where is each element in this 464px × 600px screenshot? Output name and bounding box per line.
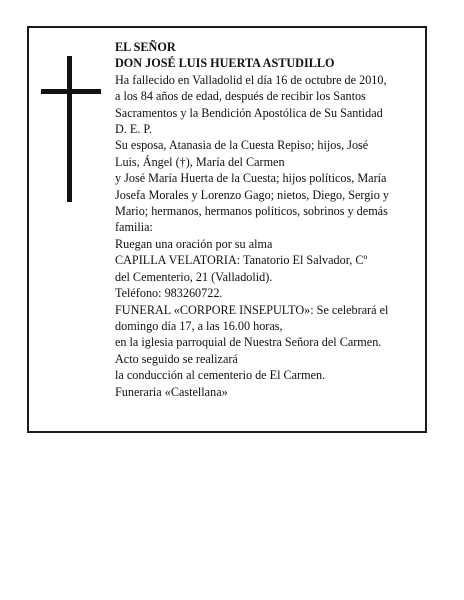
notice-line: Ha fallecido en Valladolid el día 16 de octubre de 2010, (115, 72, 387, 87)
notice-line: Luis, Ángel (†), María del Carmen (115, 154, 285, 169)
notice-line: Mario; hermanos, hermanos políticos, sobrinos y demás (115, 204, 388, 219)
notice-line: Ruegan una oración por su alma (115, 236, 273, 251)
notice-text (115, 39, 425, 400)
obituary-notice (27, 26, 427, 433)
notice-line: Josefa Morales y Lorenzo Gago; nietos, Diego, Sergio y (115, 187, 389, 202)
notice-heading-title: EL SEÑOR (115, 40, 176, 54)
cross-horizontal-bar (41, 89, 101, 94)
notice-line: en la iglesia parroquial de Nuestra Señora del Carmen. (115, 335, 382, 350)
notice-line: domingo día 17, a las 16.00 horas, (115, 318, 283, 333)
notice-line: Teléfono: 983260722. (115, 286, 223, 301)
notice-line: familia: (115, 220, 153, 235)
notice-line: Su esposa, Atanasia de la Cuesta Repiso; hijos, José (115, 138, 369, 153)
cross-icon (41, 56, 101, 202)
notice-line: y José María Huerta de la Cuesta; hijos políticos, María (115, 171, 387, 186)
notice-line: del Cementerio, 21 (Valladolid). (115, 269, 273, 284)
notice-line: la conducción al cementerio de El Carmen. (115, 368, 326, 383)
notice-line: Acto seguido se realizará (115, 351, 238, 366)
notice-line: FUNERAL «CORPORE INSEPULTO»: Se celebrará el (115, 302, 389, 317)
deceased-name: DON JOSÉ LUIS HUERTA ASTUDILLO (115, 56, 335, 71)
notice-line: Funeraria «Castellana» (115, 384, 228, 399)
notice-line: D. E. P. (115, 122, 152, 137)
notice-line: CAPILLA VELATORIA: Tanatorio El Salvador, Cº (115, 253, 368, 268)
cross-vertical-bar (67, 56, 72, 202)
notice-line: Sacramentos y la Bendición Apostólica de Su Santidad (115, 105, 383, 120)
notice-line: a los 84 años de edad, después de recibir los Santos (115, 89, 366, 104)
